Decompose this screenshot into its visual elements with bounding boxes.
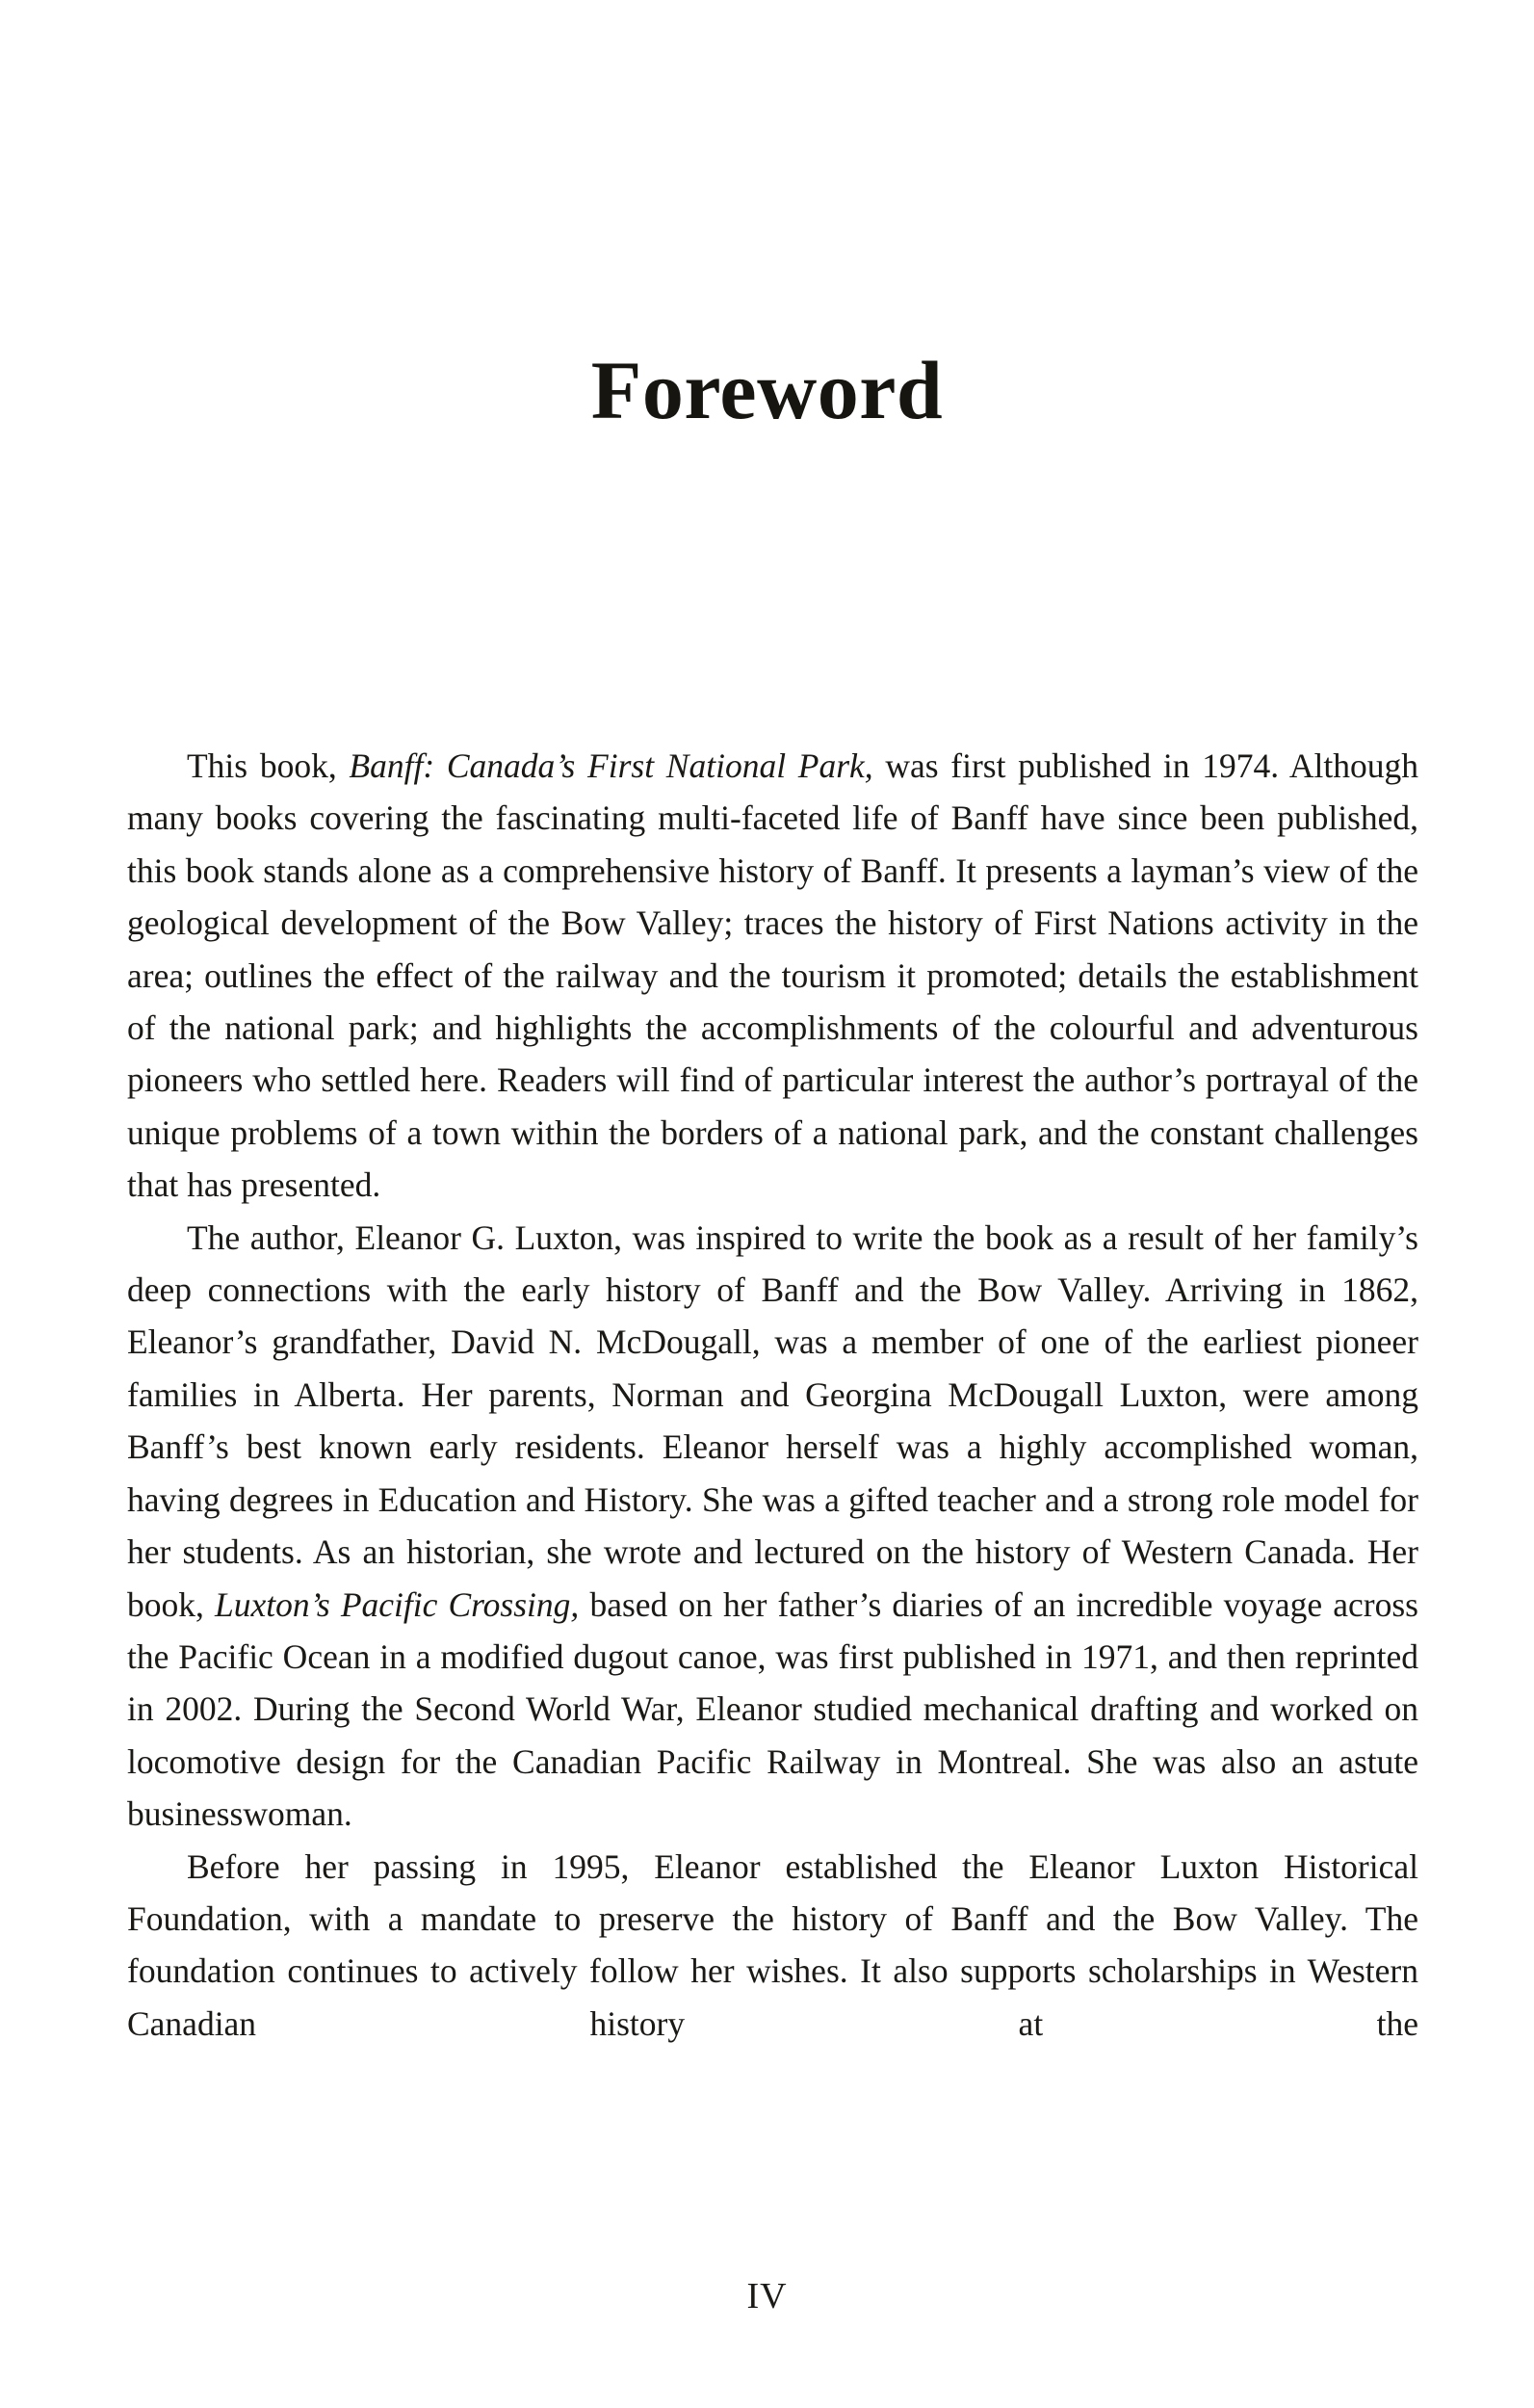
- text-run: based on her father’s diaries of an incredible voyage across the Pacific Ocean in a modified dugout canoe, was first published in 1971, and then reprinted in 2002. During the Second World War, Eleanor studied mechanical drafting and worked on locomotive design for the Canadian Pacific Railway in Montreal. She was also an astute businesswoman.: [127, 1584, 1418, 1834]
- book-title-italic: Luxton’s Pacific Crossing,: [215, 1584, 580, 1624]
- page-title: Foreword: [590, 343, 944, 436]
- body-paragraph: [127, 1212, 1418, 1841]
- text-run: The author, Eleanor G. Luxton, was inspired to write the book as a result of her family’s deep connections with the early history of Banff and the Bow Valley. Arriving in 1862, Eleanor’s grandfather, David N. McDougall, was a member of one of the earliest pioneer families in Alberta. Her parents, Norman and Georgina McDougall Luxton, were among Banff’s best known early residents. Eleanor herself was a highly accomplished woman, having degrees in Education and History. She was a gifted teacher and a strong role model for her students. As an historian, she wrote and lectured on the history of Western Canada. Her book,: [127, 1217, 1418, 1624]
- text-run: Before her passing in 1995, Eleanor established the Eleanor Luxton Historical Foundation, with a mandate to preserve the history of Banff and the Bow Valley. The foundation continues to actively follow her wishes. It also supports scholarships in Western Canadian history at the: [127, 1846, 1418, 2043]
- body-paragraph: [127, 740, 1418, 1212]
- text-run: This book,: [187, 746, 350, 785]
- body-paragraph: [127, 1841, 1418, 2103]
- page-number: IV: [746, 2276, 788, 2316]
- text-run: was first published in 1974. Although many books covering the fascinating multi-faceted life of Banff have since been published, this book stands alone as a comprehensive history of Banff. It presents a layman’s view of the geological development of the Bow Valley; traces the history of First Nations activity in the area; outlines the effect of the railway and the tourism it promoted; details the establishment of the national park; and highlights the accomplishments of the colourful and adventurous pioneers who settled here. Readers will find of particular interest the author’s portrayal of the unique problems of a town within the borders of a national park, and the constant challenges that has presented.: [127, 746, 1418, 1205]
- book-title-italic: Banff: Canada’s First National Park,: [349, 746, 873, 785]
- body-text-block: [127, 740, 1418, 2103]
